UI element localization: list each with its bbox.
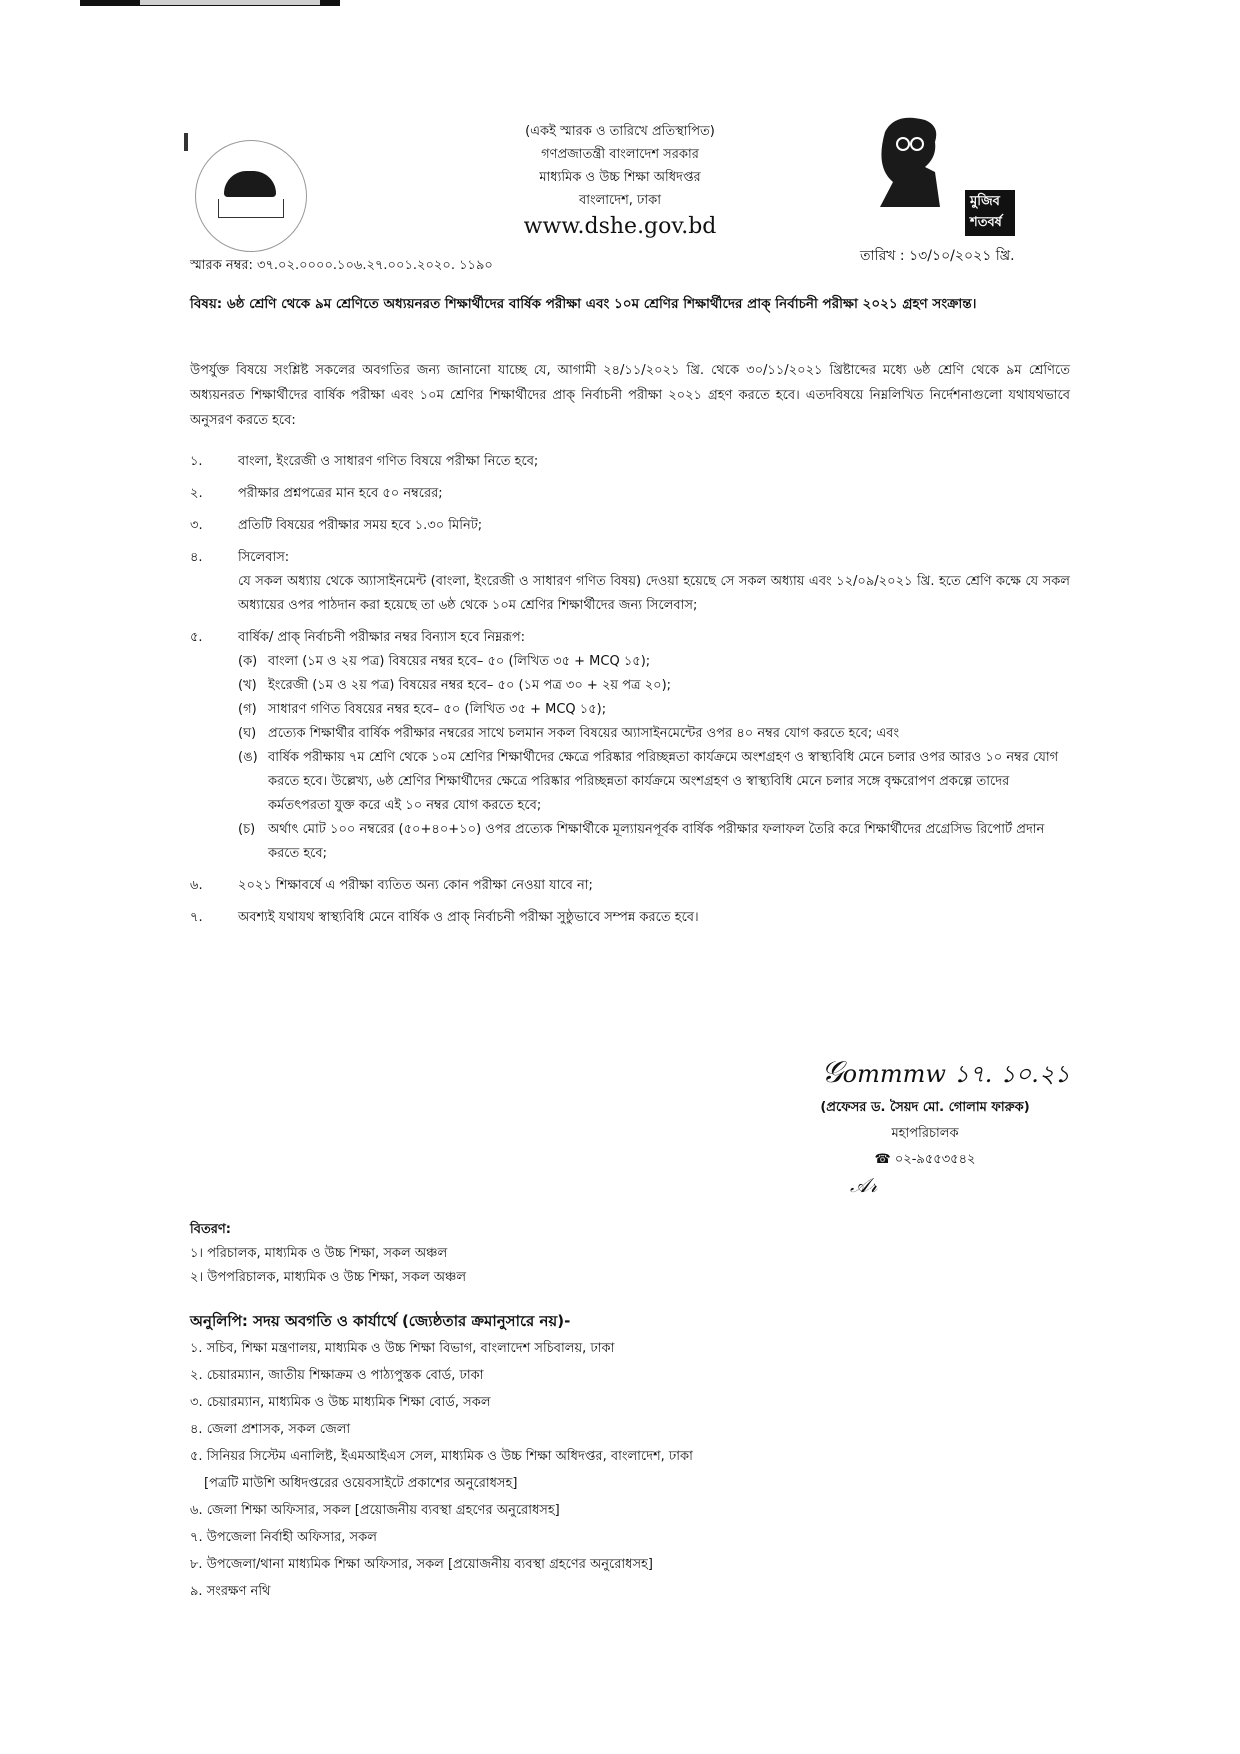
website-url: www.dshe.gov.bd [523,214,717,239]
portrait-icon [865,112,975,212]
marks-item [238,674,1070,698]
phone-line [780,1147,1070,1173]
instruction-text: ২০২১ শিক্ষাবর্ষে এ পরীক্ষা ব্যতিত অন্য কোন পরীক্ষা নেওয়া যাবে না; [238,878,593,893]
instruction-text: অবশ্যই যথাযথ স্বাস্থ্যবিধি মেনে বার্ষিক ও প্রাক্ নির্বাচনী পরীক্ষা সুষ্ঠুভাবে সম্পন্ন করতে হবে। [238,910,699,925]
signed-date: ১৭. ১০.২১ [953,1060,1070,1088]
telephone-icon: ☎ [874,1152,891,1167]
distribution-item: ২। উপপরিচালক, মাধ্যমিক ও উচ্চ শিক্ষা, সকল অঞ্চল [190,1270,467,1285]
instruction-item [190,874,1070,898]
instruction-number: ৩. [190,518,203,533]
distribution-section [190,1218,990,1290]
copy-section [190,1308,1090,1605]
instruction-item [190,482,1070,506]
copy-item: ২. চেয়ারম্যান, জাতীয় শিক্ষাক্রম ও পাঠ্যপুস্তক বোর্ড, ঢাকা [190,1368,484,1383]
marks-label: (খ) [238,678,257,693]
letterhead [400,120,840,242]
signature-block [780,1055,1070,1197]
marks-label: (গ) [238,702,257,717]
marks-label: (ক) [238,654,258,669]
copy-item: ১. সচিব, শিক্ষা মন্ত্রণালয়, মাধ্যমিক ও উচ্চ শিক্ষা বিভাগ, বাংলাদেশ সচিবালয়, ঢাকা [190,1341,615,1356]
instruction-text: পরীক্ষার প্রশ্নপত্রের মান হবে ৫০ নম্বরের; [238,486,443,501]
government-seal-logo [195,140,307,252]
copy-item: ৭. উপজেলা নির্বাহী অফিসার, সকল [190,1530,377,1545]
subject-line: বিষয়: ৬ষ্ঠ শ্রেণি থেকে ৯ম শ্রেণিতে অধ্যয়নরত শিক্ষার্থীদের বার্ষিক পরীক্ষা এবং ১০ম শ্রেণির শিক্ষার্থীদের প্রাক্ নির্বাচনী পরীক্ষা ২০২১ গ্রহণ সংক্রান্ত। [190,296,977,312]
copy-item: ৫. সিনিয়র সিস্টেম এনালিষ্ট, ইএমআইএস সেল, মাধ্যমিক ও উচ্চ শিক্ষা অধিদপ্তর, বাংলাদেশ, ঢাকা [190,1449,693,1464]
seal-book [218,199,284,218]
mujib-logo-text: মুজিব শতবর্ষ [965,190,1015,236]
instruction-text: বাংলা, ইংরেজী ও সাধারণ গণিত বিষয়ে পরীক্ষা নিতে হবে; [238,454,539,469]
copy-item: ৩. চেয়ারম্যান, মাধ্যমিক ও উচ্চ মাধ্যমিক শিক্ষা বোর্ড, সকল [190,1395,491,1410]
marks-label: (চ) [238,822,256,837]
phone-number: ০২-৯৫৫৩৫৪২ [894,1152,976,1167]
instruction-number: ৬. [190,878,203,893]
instruction-text: বার্ষিক/ প্রাক্ নির্বাচনী পরীক্ষার নম্বর বিন্যাস হবে নিম্নরূপ: [238,630,526,645]
location: বাংলাদেশ, ঢাকা [578,193,662,208]
instruction-number: ৪. [190,550,203,565]
scan-artifact [140,0,320,5]
marks-label: (ঘ) [238,726,257,741]
instruction-item [190,546,1070,618]
instruction-item [190,450,1070,474]
instruction-body [238,546,1070,618]
instruction-item [190,906,1070,930]
marks-item [238,698,1070,722]
marks-item [238,650,1070,674]
handwritten-initial: 𝒜𝓇 [850,1173,878,1197]
marks-item [238,818,1070,866]
marks-text: বার্ষিক পরীক্ষায় ৭ম শ্রেণি থেকে ১০ম শ্রেণির শিক্ষার্থীদের ক্ষেত্রে পরিষ্কার পরিচ্ছন্নতা কার্যক্রমে অংশগ্রহণ ও স্বাস্থ্যবিধি মেনে চলার ওপর আরও ১০ নম্বর যোগ করতে হবে। উল্লেখ্য, ৬ষ্ঠ শ্রেণির শিক্ষার্থীদের ক্ষেত্রে পরিষ্কার পরিচ্ছন্নতা কার্যক্রমে অংশগ্রহণ ও স্বাস্থ্যবিধি মেনে চলার সঙ্গে বৃক্ষরোপণ প্রকল্পে তাদের কর্মতৎপরতা যুক্ত করে এই ১০ নম্বর যোগ করতে হবে; [268,750,1059,813]
memo-number: স্মারক নম্বর: ৩৭.০২.০০০০.১০৬.২৭.০০১.২০২০. ১১৯০ [190,258,493,273]
issue-date: তারিখ : ১৩/১০/২০২১ খ্রি. [860,248,1015,264]
instruction-text: সিলেবাস: [238,550,290,565]
copy-item-note: [পত্রটি মাউশি অধিদপ্তরের ওয়েবসাইটে প্রকাশের অনুরোধসহ] [204,1476,518,1491]
instruction-body [238,626,1070,866]
copy-title: অনুলিপি: সদয় অবগতি ও কার্যার্থে (জ্যেষ্ঠতার ক্রমানুসারে নয়)- [190,1312,571,1330]
copy-item: ৮. উপজেলা/থানা মাধ্যমিক শিক্ষা অফিসার, সকল [প্রয়োজনীয় ব্যবস্থা গ্রহণের অনুরোধসহ] [190,1557,653,1572]
handwritten-signature: 𝒢ommmw ১৭. ১০.২১ [821,1055,1070,1090]
instruction-number: ৫. [190,630,203,645]
marks-text: ইংরেজী (১ম ও ২য় পত্র) বিষয়ের নম্বর হবে– ৫০ (১ম পত্র ৩০ + ২য় পত্র ২০); [268,678,672,693]
instruction-item [190,514,1070,538]
reissue-note: (একই স্মারক ও তারিখে প্রতিস্থাপিত) [525,124,715,139]
signatory-name: (প্রফেসর ড. সৈয়দ মো. গোলাম ফারুক) [820,1100,1030,1115]
seal-arch [224,171,276,197]
copy-item: ৬. জেলা শিক্ষা অফিসার, সকল [প্রয়োজনীয় ব্যবস্থা গ্রহণের অনুরোধসহ] [190,1503,560,1518]
syllabus-detail: যে সকল অধ্যায় থেকে অ্যাসাইনমেন্ট (বাংলা, ইংরেজী ও সাধারণ গণিত বিষয়) দেওয়া হয়েছে সে সকল অধ্যায় এবং ১২/০৯/২০২১ খ্রি. হতে শ্রেণি কক্ষে যে সকল অধ্যায়ের ওপর পাঠদান করা হয়েছে তা ৬ষ্ঠ থেকে ১০ম শ্রেণির শিক্ষার্থীদের জন্য সিলেবাস; [238,574,1070,613]
instruction-number: ৭. [190,910,203,925]
directorate-name: মাধ্যমিক ও উচ্চ শিক্ষা অধিদপ্তর [539,170,701,185]
signatory-designation: মহাপরিচালক [891,1126,959,1141]
government-name: গণপ্রজাতন্ত্রী বাংলাদেশ সরকার [541,147,699,162]
copy-item: ৯. সংরক্ষণ নথি [190,1584,271,1599]
instruction-text: প্রতিটি বিষয়ের পরীক্ষার সময় হবে ১.৩০ মিনিট; [238,518,483,533]
body-paragraph: উপর্যুক্ত বিষয়ে সংশ্লিষ্ট সকলের অবগতির জন্য জানানো যাচ্ছে যে, আগামী ২৪/১১/২০২১ খ্রি. থেকে ৩০/১১/২০২১ খ্রিষ্টাব্দের মধ্যে ৬ষ্ঠ শ্রেণি থেকে ৯ম শ্রেণিতে অধ্যয়নরত শিক্ষার্থীদের বার্ষিক পরীক্ষা এবং ১০ম শ্রেণির শিক্ষার্থীদের প্রাক্ নির্বাচনী পরীক্ষা ২০২১ গ্রহণ করতে হবে। এতদবিষয়ে নিম্নলিখিত নির্দেশনাগুলো যথাযথভাবে অনুসরণ করতে হবে: [190,363,1070,428]
seal-mark [184,133,188,151]
copy-item: ৪. জেলা প্রশাসক, সকল জেলা [190,1422,351,1437]
marks-text: অর্থাৎ মোট ১০০ নম্বরের (৫০+৪০+১০) ওপর প্রত্যেক শিক্ষার্থীকে মূল্যায়নপূর্বক বার্ষিক পরীক্ষার ফলাফল তৈরি করে শিক্ষার্থীদের প্রগ্রেসিভ রিপোর্ট প্রদান করতে হবে; [268,822,1045,861]
distribution-item: ১। পরিচালক, মাধ্যমিক ও উচ্চ শিক্ষা, সকল অঞ্চল [190,1246,448,1261]
instruction-number: ১. [190,454,203,469]
instructions-list [190,450,1070,938]
marks-item [238,746,1070,818]
instruction-number: ২. [190,486,203,501]
marks-text: সাধারণ গণিত বিষয়ের নম্বর হবে– ৫০ (লিখিত ৩৫ + MCQ ১৫); [268,702,607,717]
distribution-title: বিতরণ: [190,1222,231,1237]
marks-text: প্রত্যেক শিক্ষার্থীর বার্ষিক পরীক্ষার নম্বরের সাথে চলমান সকল বিষয়ের অ্যাসাইনমেন্টের ওপর ৪০ নম্বর যোগ করতে হবে; এবং [268,726,900,741]
instruction-item [190,626,1070,866]
marks-text: বাংলা (১ম ও ২য় পত্র) বিষয়ের নম্বর হবে– ৫০ (লিখিত ৩৫ + MCQ ১৫); [268,654,651,669]
marks-label: (ঙ) [238,750,258,765]
mujib-centenary-logo [865,112,1015,230]
marks-item [238,722,1070,746]
